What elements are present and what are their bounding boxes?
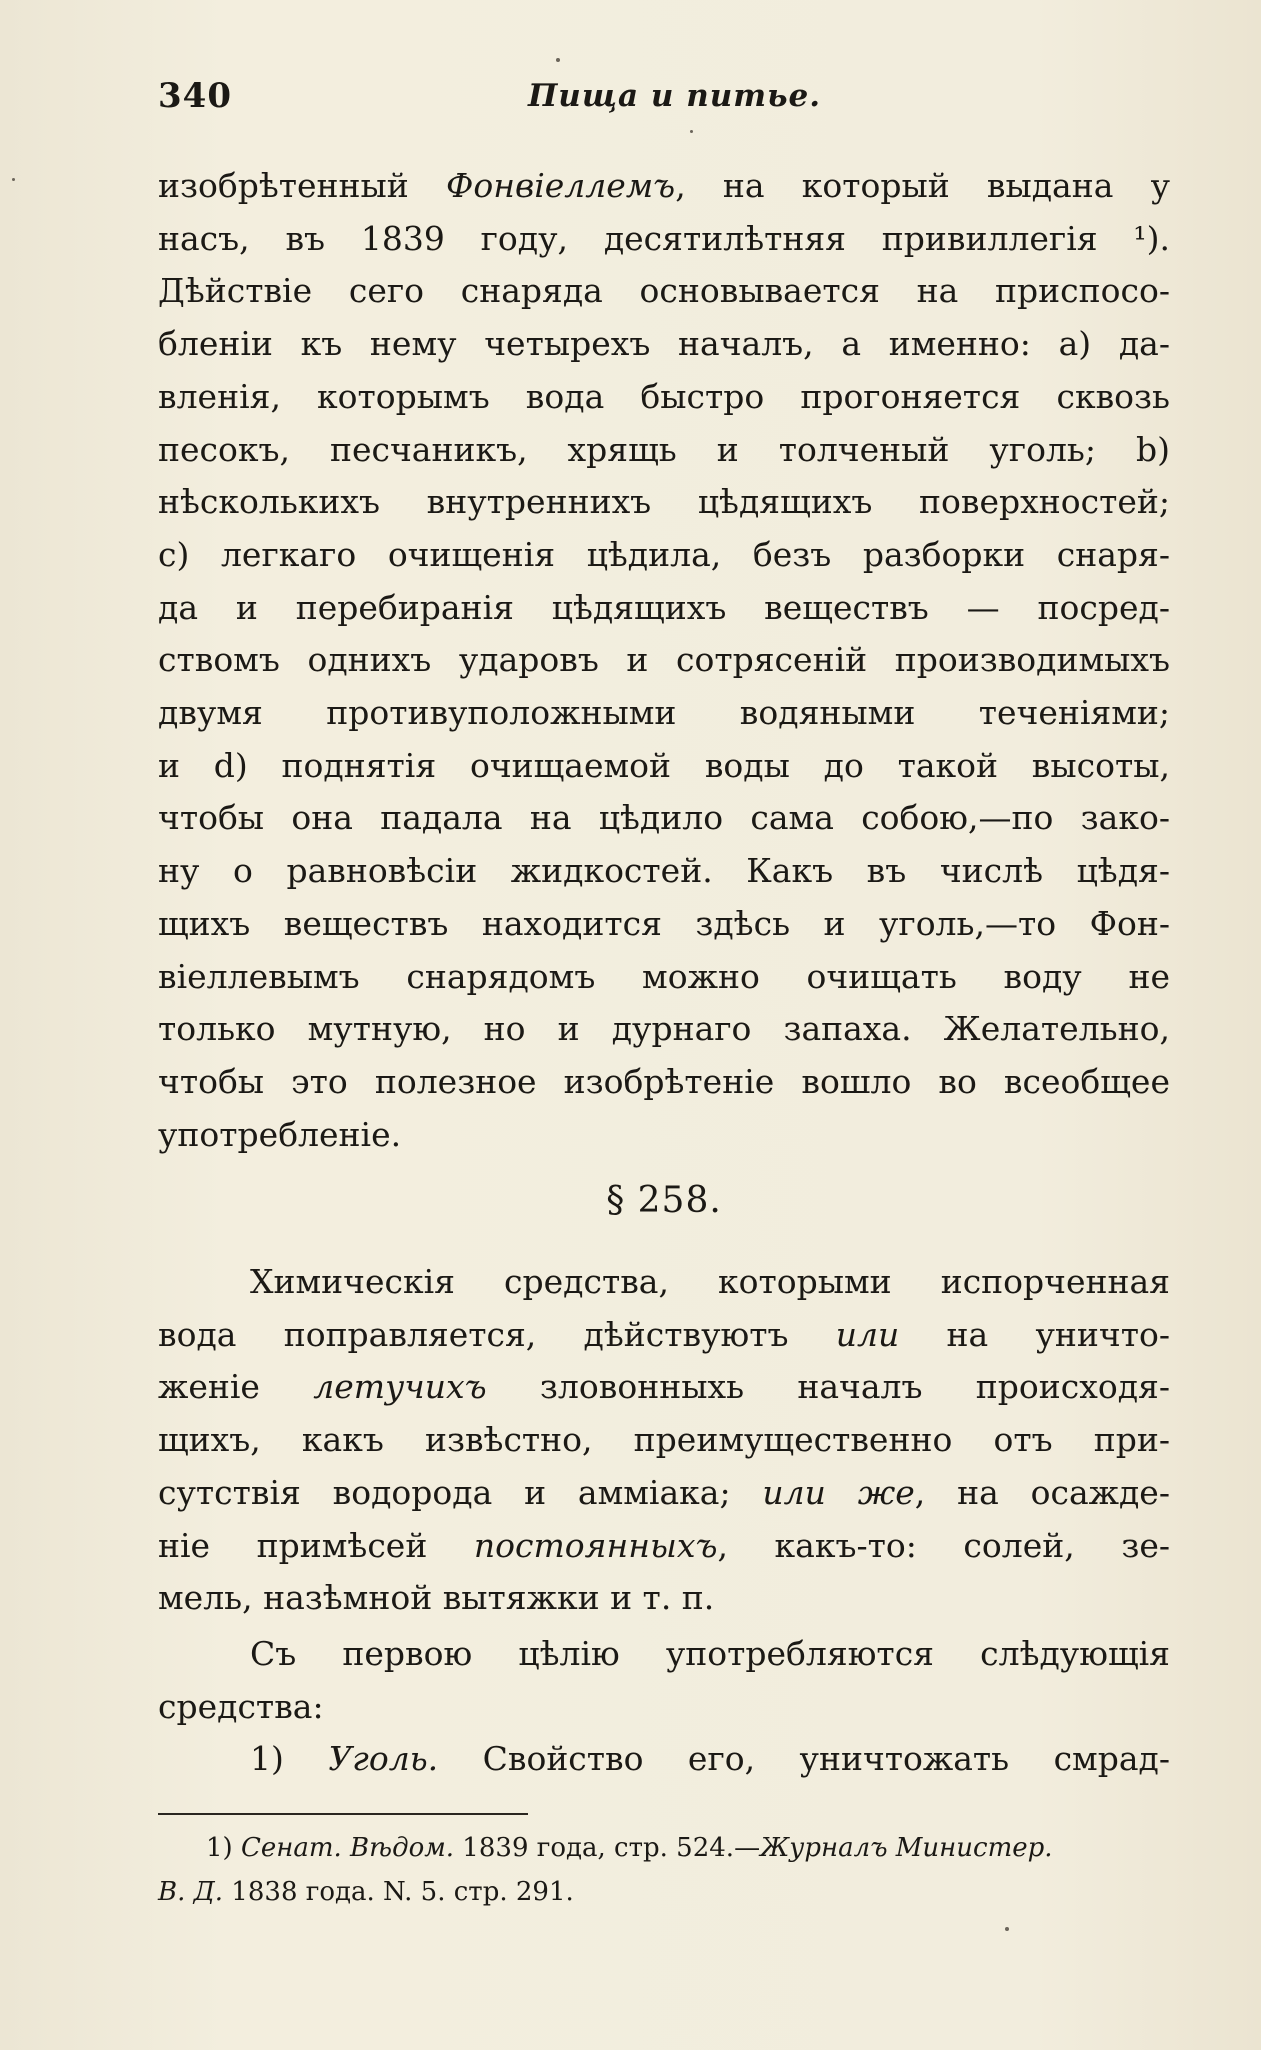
- text-line: насъ, въ 1839 году, десятилѣтняя привиллегія ¹).: [158, 218, 1170, 258]
- text-line: віеллевымъ снарядомъ можно очищать воду не: [158, 956, 1170, 996]
- text-line: ніе примѣсей постоянныхъ, какъ-то: солей, зе-: [158, 1525, 1170, 1565]
- footnotes: [158, 1826, 1170, 1914]
- text-line: вода поправляется, дѣйствуютъ или на уничто-: [158, 1314, 1170, 1354]
- text-line: употребленіе.: [158, 1114, 402, 1154]
- text-line: Съ первою цѣлію употребляются слѣдующія: [250, 1634, 1170, 1673]
- text-line: щихъ веществъ находится здѣсь и уголь,—то Фон-: [158, 903, 1170, 943]
- text-line: c) легкаго очищенія цѣдила, безъ разборки снаря-: [158, 534, 1170, 574]
- italic-citation: Сенат. Вѣдом.: [240, 1833, 455, 1863]
- text-line: и d) поднятія очищаемой воды до такой высоты,: [158, 745, 1170, 785]
- text-line: чтобы она падала на цѣдило сама собою,—по зако-: [158, 798, 1170, 838]
- text-line: ствомъ однихъ ударовъ и сотрясеній производимыхъ: [158, 640, 1170, 680]
- page-number: 340: [158, 76, 232, 116]
- italic-name: Фонвіеллемъ: [445, 166, 676, 205]
- text-line: Химическія средства, которыми испорченная: [250, 1262, 1170, 1301]
- italic-word: постоянныхъ: [473, 1525, 718, 1565]
- footnote-line: В. Д. 1838 года. N. 5. стр. 291.: [158, 1877, 574, 1907]
- text-line: двумя противуположными водяными теченіями;: [158, 693, 1170, 733]
- text-line: вленія, которымъ вода быстро прогоняется сквозь: [158, 376, 1170, 416]
- paragraph-first-aim: [158, 1628, 1170, 1786]
- italic-word: летучихъ: [313, 1367, 487, 1407]
- paper-speck: [690, 130, 693, 133]
- footnote-line: 1) Сенат. Вѣдом. 1839 года, стр. 524.—Журналъ Министер.: [206, 1833, 1053, 1863]
- page-header: [158, 76, 1170, 126]
- text-line: ну о равновѣсіи жидкостей. Какъ въ числѣ цѣдя-: [158, 851, 1170, 891]
- footnote-separator: [158, 1813, 528, 1815]
- text-line: только мутную, но и дурнаго запаха. Желательно,: [158, 1009, 1170, 1049]
- text-line: мель, назѣмной вытяжки и т. п.: [158, 1578, 715, 1618]
- text-line: 1) Уголь. Свойство его, уничтожать смрад-: [250, 1739, 1170, 1779]
- text-line: сутствія водорода и аммiака; или же, на осажде-: [158, 1472, 1170, 1512]
- italic-word: Уголь.: [328, 1739, 439, 1779]
- text-line: песокъ, песчаникъ, хрящь и толченый уголь; b): [158, 429, 1170, 469]
- italic-citation: В. Д.: [158, 1877, 224, 1907]
- text-line: Дѣйствіе сего снаряда основывается на приспосо-: [158, 271, 1170, 311]
- italic-word: или: [835, 1314, 900, 1354]
- text-line: изобрѣтенный Фонвіеллемъ, на который выдана у: [158, 166, 1171, 205]
- text-line: да и перебиранія цѣдящихъ веществъ — посред-: [158, 587, 1170, 627]
- section-heading: § 258.: [606, 1180, 722, 1221]
- paper-speck: [1005, 1927, 1009, 1931]
- text-line: бленіи къ нему четырехъ началъ, а именно: а) да-: [158, 324, 1170, 364]
- text-line: женіе летучихъ зловонныхь началъ происходя-: [158, 1367, 1170, 1407]
- text-line: щихъ, какъ извѣстно, преимущественно отъ при-: [158, 1420, 1170, 1460]
- italic-citation: Журналъ Министер.: [760, 1833, 1053, 1863]
- text-line: средства:: [158, 1686, 324, 1726]
- paper-speck: [12, 178, 15, 181]
- paper-speck: [556, 58, 560, 62]
- text-line: чтобы это полезное изобрѣтеніе вошло во всеобщее: [158, 1061, 1170, 1101]
- running-title: Пища и питье.: [528, 78, 822, 114]
- text-line: нѣсколькихъ внутреннихъ цѣдящихъ поверхностей;: [158, 482, 1170, 522]
- italic-word: или же: [762, 1472, 915, 1512]
- paragraph-chemical-means: [158, 1256, 1170, 1625]
- paragraph-continued: [158, 160, 1170, 1161]
